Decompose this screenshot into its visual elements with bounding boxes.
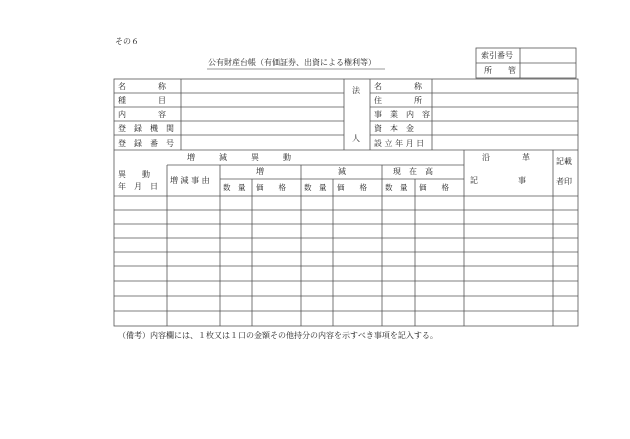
seal-header-line2: 者印 [556, 177, 572, 186]
change-header: 増 減 異 動 [187, 153, 291, 162]
qty-balance: 数 量 [385, 183, 408, 192]
history-matters-label: 記 事 [470, 176, 526, 185]
qty-increase: 数 量 [223, 183, 246, 192]
left-info-type: 種 目 [118, 96, 166, 105]
corp-label-top: 法 [352, 86, 360, 95]
seal-header-line1: 記載 [556, 157, 572, 166]
change-date-label-2: 年 月 日 [118, 182, 158, 191]
group-increase: 増 [256, 167, 264, 176]
corp-address: 住 所 [374, 96, 422, 105]
group-decrease: 減 [338, 167, 346, 176]
price-increase: 価 格 [256, 183, 286, 192]
corp-capital: 資 本 金 [374, 124, 414, 133]
left-info-reg-number: 登 録 番 号 [118, 139, 174, 148]
left-info-name: 名 称 [118, 82, 166, 91]
history-header: 沿 革 [482, 153, 530, 162]
left-info-registry: 登 録 機 関 [118, 124, 174, 133]
corp-founded: 設 立 年 月 日 [374, 139, 425, 148]
corp-name: 名 称 [374, 82, 422, 91]
change-reason-label: 増 減 事 由 [170, 176, 210, 185]
group-balance: 現 在 高 [393, 167, 433, 176]
footnote: （備考）内容欄には、１枚又は１口の金額その他持分の内容を示すべき事項を記入する。 [118, 331, 438, 340]
price-decrease: 価 格 [337, 183, 367, 192]
price-balance: 価 格 [419, 183, 449, 192]
jurisdiction-label: 所 管 [484, 66, 516, 75]
index-number-label: 索引番号 [481, 51, 513, 60]
corp-business: 事 業 内 容 [374, 110, 430, 119]
qty-decrease: 数 量 [304, 183, 327, 192]
page-title: 公有財産台帳（有価証券、出資による権利等） [208, 58, 376, 67]
left-info-content: 内 容 [118, 110, 166, 119]
corp-label-bottom: 人 [352, 134, 360, 143]
change-date-label-1: 異 動 [118, 170, 150, 179]
section-number: その６ [115, 37, 139, 46]
